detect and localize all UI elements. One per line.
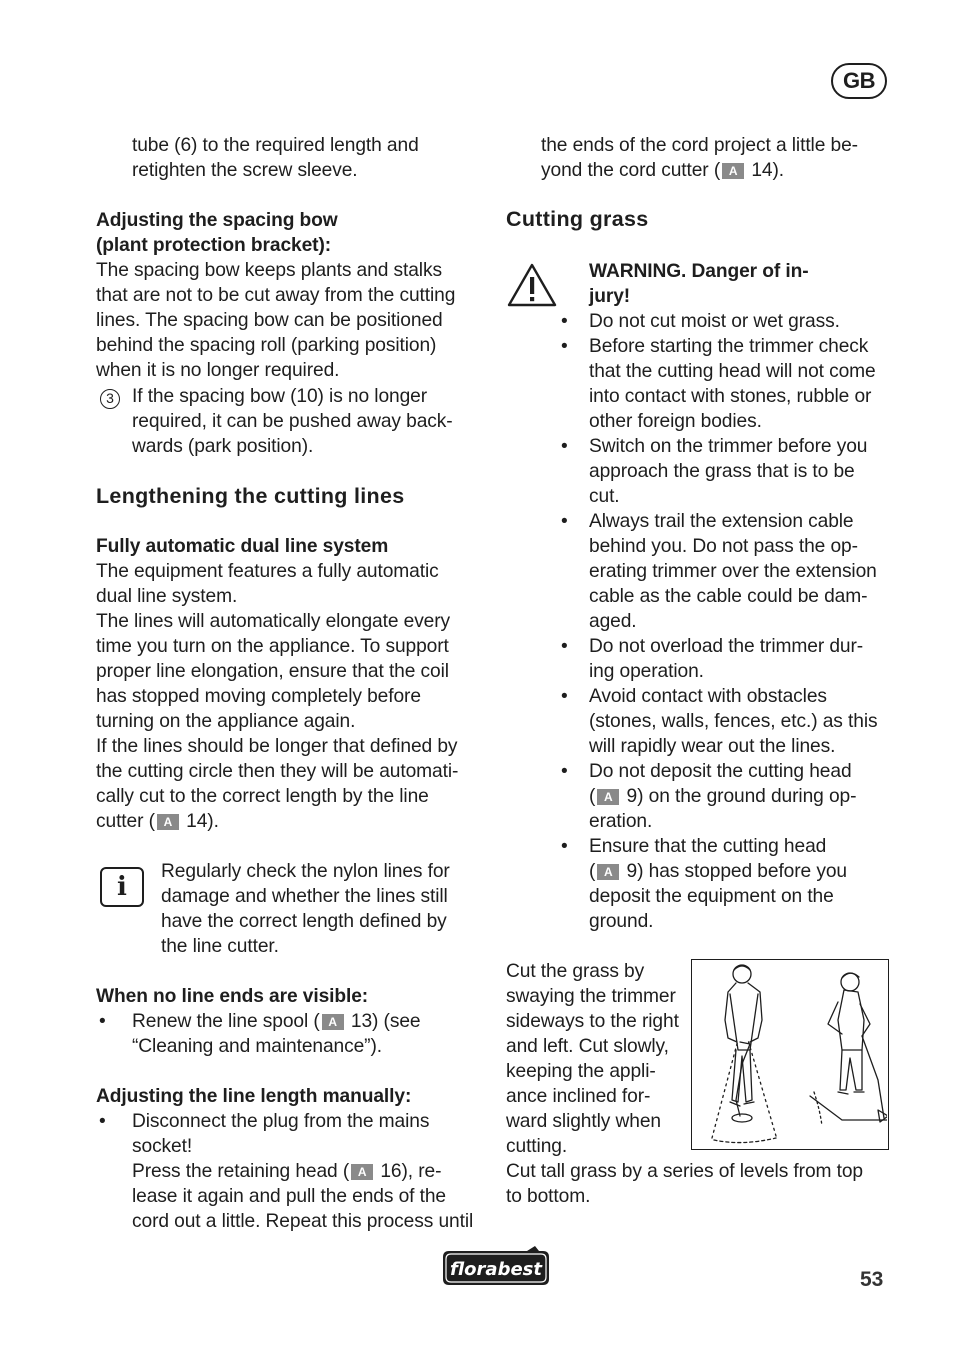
text-fragment: 14). <box>180 811 219 832</box>
text-line: Cut tall grass by a series of levels from top <box>506 1161 864 1182</box>
heading-line: Fully automatic dual line system <box>96 536 389 557</box>
text-line: will rapidly wear out the lines. <box>589 736 836 757</box>
text-line: cord out a little. Repeat this process until <box>132 1211 474 1232</box>
text-line: Disconnect the plug from the mains <box>132 1111 430 1132</box>
trimmer-operator-figures-icon <box>692 960 887 1148</box>
text-line: cutting. <box>506 1136 568 1157</box>
text-line: lease it again and pull the ends of the <box>132 1186 446 1207</box>
language-badge: GB <box>831 63 887 99</box>
text-line: wards (park position). <box>132 436 314 457</box>
text-line: that are not to be cut away from the cutting <box>96 285 456 306</box>
text-line: dual line system. <box>96 586 238 607</box>
bullet: • <box>561 761 568 782</box>
text-line: Do not deposit the cutting head <box>589 761 852 782</box>
bullet: • <box>561 511 568 532</box>
figure-a-ref: A <box>597 864 619 880</box>
dual-line-subheading <box>96 534 388 559</box>
text-line <box>589 859 891 884</box>
text-line: ing operation. <box>589 661 704 682</box>
figure-a-ref: A <box>157 814 179 830</box>
text-line: and left. Cut slowly, <box>506 1036 669 1057</box>
text-line: ward slightly when <box>506 1111 661 1132</box>
heading-line: jury! <box>589 286 631 307</box>
text-line: “Cleaning and maintenance”). <box>132 1036 382 1057</box>
heading-line: WARNING. Danger of in- <box>589 261 809 282</box>
warning-heading <box>589 259 809 309</box>
bullet: • <box>561 686 568 707</box>
list-item <box>561 334 891 434</box>
text-line: cally cut to the correct length by the line <box>96 786 429 807</box>
text-line: deposit the equipment on the <box>589 886 834 907</box>
text-line: to bottom. <box>506 1186 591 1207</box>
text-line: when it is no longer required. <box>96 360 340 381</box>
warning-triangle-icon <box>506 262 558 308</box>
figure-a-ref: A <box>722 163 744 179</box>
text-line: into contact with stones, rubble or <box>589 386 872 407</box>
text-line: the line cutter. <box>161 936 279 957</box>
heading-line: Adjusting the spacing bow <box>96 210 338 231</box>
text-line: The spacing bow keeps plants and stalks <box>96 260 442 281</box>
text-fragment: 14). <box>746 160 785 181</box>
text-line: Switch on the trimmer before you <box>589 436 868 457</box>
text-line: Ensure that the cutting head <box>589 836 827 857</box>
list-item <box>561 509 891 634</box>
text-line: aged. <box>589 611 637 632</box>
bullet: • <box>561 436 568 457</box>
text-line: time you turn on the appliance. To support <box>96 636 449 657</box>
text-line: Do not cut moist or wet grass. <box>589 311 840 332</box>
bullet: • <box>99 1011 106 1032</box>
list-item <box>561 684 891 759</box>
info-text <box>161 859 450 959</box>
text-fragment: 16), re- <box>375 1161 442 1182</box>
info-icon: i <box>100 867 144 907</box>
figure-a-ref: A <box>351 1164 373 1180</box>
text-fragment: 9) has stopped before you <box>621 861 847 882</box>
text-line <box>132 1159 473 1184</box>
lengthening-body <box>96 559 458 834</box>
page-number: 53 <box>860 1268 884 1291</box>
text-fragment: 9) on the ground during op- <box>621 786 857 807</box>
text-line: socket! <box>132 1136 193 1157</box>
text-line: approach the grass that is to be <box>589 461 855 482</box>
text-line: If the spacing bow (10) is no longer <box>132 386 428 407</box>
text-fragment: ( <box>589 786 596 807</box>
text-line: required, it can be pushed away back- <box>132 411 453 432</box>
text-line <box>132 1009 420 1034</box>
intro-text <box>132 133 419 183</box>
text-line: behind you. Do not pass the op- <box>589 536 858 557</box>
no-line-bullet-text <box>132 1009 420 1059</box>
text-line: cable as the cable could be dam- <box>589 586 868 607</box>
text-line: sideways to the right <box>506 1011 679 1032</box>
text-line: other foreign bodies. <box>589 411 762 432</box>
text-line: eration. <box>589 811 653 832</box>
text-line: retighten the screw sleeve. <box>132 160 358 181</box>
text-line: cut. <box>589 486 620 507</box>
text-line <box>589 784 891 809</box>
text-fragment: 13) (see <box>345 1011 421 1032</box>
manual-bullet-text <box>132 1109 473 1234</box>
text-line: If the lines should be longer that defined by <box>96 736 458 757</box>
text-line: Avoid contact with obstacles <box>589 686 827 707</box>
logo-text: florabest <box>450 1259 542 1280</box>
text-fragment: cutter ( <box>96 811 155 832</box>
text-fragment: Renew the line spool ( <box>132 1011 320 1032</box>
text-line: tube (6) to the required length and <box>132 135 419 156</box>
text-line <box>96 809 458 834</box>
list-item <box>561 434 891 509</box>
figure-a-ref: A <box>322 1014 344 1030</box>
text-fragment: Press the retaining head ( <box>132 1161 350 1182</box>
text-line: Cut the grass by <box>506 961 645 982</box>
text-line: damage and whether the lines still <box>161 886 448 907</box>
text-fragment: yond the cord cutter ( <box>541 160 721 181</box>
bullet: • <box>99 1111 106 1132</box>
heading-line: Adjusting the line length manually: <box>96 1086 412 1107</box>
continued-text <box>541 133 858 183</box>
text-line: has stopped moving completely before <box>96 686 421 707</box>
text-line: the ends of the cord project a little be- <box>541 135 858 156</box>
no-line-heading <box>96 984 368 1009</box>
text-line: ance inclined for- <box>506 1086 651 1107</box>
text-line: ground. <box>589 911 654 932</box>
bullet: • <box>561 836 568 857</box>
lengthening-heading: Lengthening the cutting lines <box>96 484 405 508</box>
text-line: Before starting the trimmer check <box>589 336 869 357</box>
text-line: keeping the appli- <box>506 1061 656 1082</box>
trimming-illustration <box>691 959 889 1150</box>
text-line: The equipment features a fully automatic <box>96 561 439 582</box>
manual-heading <box>96 1084 411 1109</box>
figure-a-ref: A <box>597 789 619 805</box>
list-item <box>561 309 891 334</box>
heading-line: (plant protection bracket): <box>96 235 332 256</box>
list-item <box>561 834 891 934</box>
bullet: • <box>561 311 568 332</box>
text-line: proper line elongation, ensure that the coil <box>96 661 449 682</box>
warning-bullet-list <box>561 309 891 934</box>
text-line: erating trimmer over the extension <box>589 561 877 582</box>
text-line: swaying the trimmer <box>506 986 676 1007</box>
text-line: Do not overload the trimmer dur- <box>589 636 864 657</box>
text-line <box>541 158 858 183</box>
text-line: the cutting circle then they will be automati- <box>96 761 459 782</box>
heading-line: When no line ends are visible: <box>96 986 369 1007</box>
bullet: • <box>561 636 568 657</box>
step-number-3: 3 <box>100 389 120 409</box>
cutting-grass-heading: Cutting grass <box>506 207 649 231</box>
text-line: have the correct length defined by <box>161 911 447 932</box>
text-line: Regularly check the nylon lines for <box>161 861 450 882</box>
spacing-bow-body <box>96 258 455 383</box>
list-item <box>561 634 891 684</box>
spacing-bow-heading <box>96 208 338 258</box>
text-fragment: ( <box>589 861 596 882</box>
text-line: (stones, walls, fences, etc.) as this <box>589 711 878 732</box>
spacing-bow-step <box>132 384 453 459</box>
bullet: • <box>561 336 568 357</box>
text-line: behind the spacing roll (parking position) <box>96 335 437 356</box>
text-line: The lines will automatically elongate every <box>96 611 451 632</box>
text-line: that the cutting head will not come <box>589 361 876 382</box>
list-item <box>561 759 891 834</box>
text-line: Always trail the extension cable <box>589 511 854 532</box>
text-line: lines. The spacing bow can be positioned <box>96 310 443 331</box>
text-line: turning on the appliance again. <box>96 711 356 732</box>
florabest-logo <box>439 1245 551 1289</box>
